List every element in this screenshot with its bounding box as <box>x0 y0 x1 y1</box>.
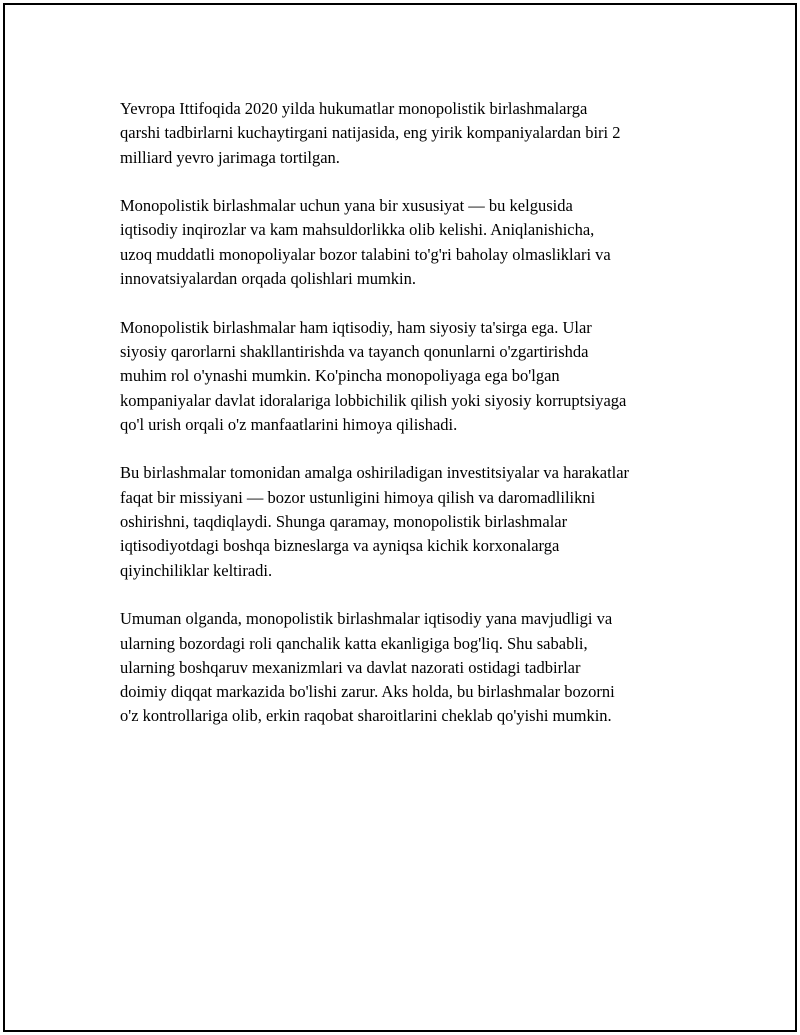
page-frame <box>3 3 797 1032</box>
paragraph-3: Monopolistik birlashmalar ham iqtisodiy, ham siyosiy ta'sirga ega. Ular siyosiy qarorlarni shakllantirishda va tayanch qonunlarni o'zgartirishda muhim rol o'ynashi mumkin. Ko'pincha monopoliyaga ega bo'lgan kompaniyalar davlat idoralariga lobbichilik qilish yoki siyosiy korruptsiyaga qo'l urish orqali o'z manfaatlarini himoya qilishadi. <box>120 317 627 434</box>
paragraph-5: Umuman olganda, monopolistik birlashmalar iqtisodiy yana mavjudligi va ularning bozordagi roli qanchalik katta ekanligiga bog'liq. Shu sababli, ularning boshqaruv mexanizmlari va davlat nazorati ostidagi tadbirlar doimiy diqqat markazida bo'lishi zarur. Aks holda, bu birlashmalar bozorni o'z kontrollariga olib, erkin raqobat sharoitlarini cheklab qo'yishi mumkin. <box>120 609 615 726</box>
paragraph-2: Monopolistik birlashmalar uchun yana bir xususiyat — bu kelgusida iqtisodiy inqirozlar va kam mahsuldorlikka olib kelishi. Aniqlanishicha, uzoq muddatli monopoliyalar bozor talabini to'g'ri baholay olmasliklari va innovatsiyalardan orqada qolishlari mumkin. <box>120 196 611 289</box>
document-body <box>120 97 700 753</box>
paragraph-1: Yevropa Ittifoqida 2020 yilda hukumatlar monopolistik birlashmalarga qarshi tadbirlarni kuchaytirgani natijasida, eng yirik kompaniyalardan biri 2 milliard yevro jarimaga tortilgan. <box>120 99 621 167</box>
paragraph-4: Bu birlashmalar tomonidan amalga oshiriladigan investitsiyalar va harakatlar faqat bir missiyani — bozor ustunligini himoya qilish va daromadlilikni oshirishni, taqdiqlaydi. Shunga qaramay, monopolistik birlashmalar iqtisodiyotdagi boshqa bizneslarga va ayniqsa kichik korxonalarga qiyinchiliklar keltiradi. <box>120 463 630 580</box>
